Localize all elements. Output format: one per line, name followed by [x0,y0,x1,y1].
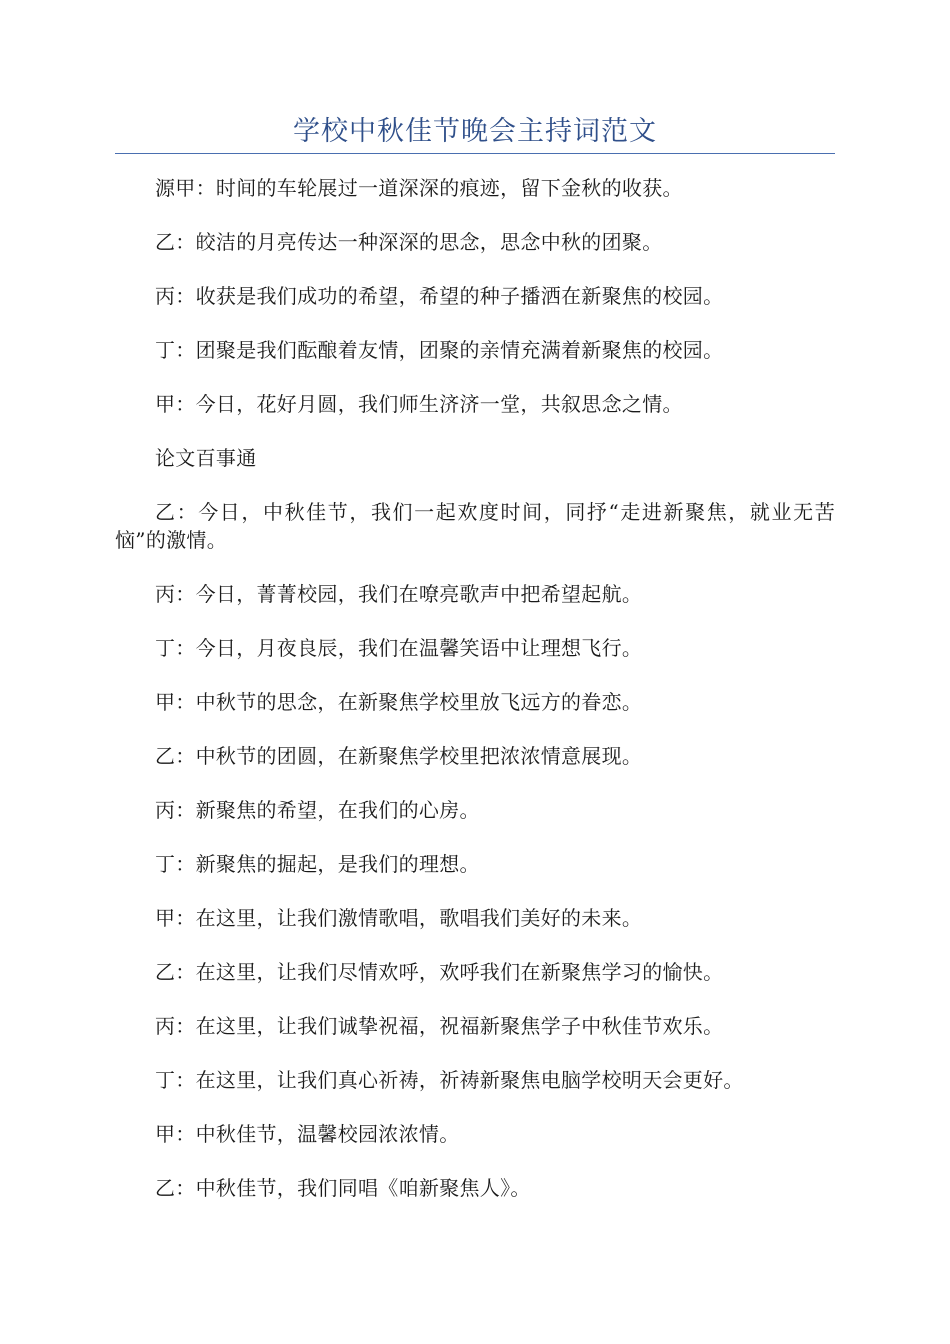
paragraph: 丁：在这里，让我们真心祈祷，祈祷新聚焦电脑学校明天会更好。 [155,1068,744,1092]
document-body [115,174,835,1228]
paragraph: 丁：团聚是我们酝酿着友情，团聚的亲情充满着新聚焦的校园。 [155,338,724,362]
paragraph: 甲：中秋佳节，温馨校园浓浓情。 [155,1122,460,1146]
paragraph: 甲：中秋节的思念，在新聚焦学校里放飞远方的眷恋。 [155,690,643,714]
paragraph: 乙：中秋节的团圆，在新聚焦学校里把浓浓情意展现。 [155,744,643,768]
paragraph: 论文百事通 [155,446,257,470]
paragraph: 乙：在这里，让我们尽情欢呼，欢呼我们在新聚焦学习的愉快。 [155,960,724,984]
document-title: 学校中秋佳节晚会主持词范文 [293,116,657,147]
paragraph: 丁：今日，月夜良辰，我们在温馨笑语中让理想飞行。 [155,636,643,660]
paragraph: 丁：新聚焦的掘起，是我们的理想。 [155,852,480,876]
paragraph: 乙：中秋佳节，我们同唱《咱新聚焦人》。 [155,1176,531,1200]
paragraph: 丙：新聚焦的希望，在我们的心房。 [155,798,480,822]
paragraph: 源甲：时间的车轮展过一道深深的痕迹，留下金秋的收获。 [155,176,683,200]
title-underline [115,153,835,154]
paragraph: 乙：皎洁的月亮传达一种深深的思念，思念中秋的团聚。 [155,230,663,254]
paragraph: 丙：今日，菁菁校园，我们在嘹亮歌声中把希望起航。 [155,582,643,606]
paragraph: 甲：今日，花好月圆，我们师生济济一堂，共叙思念之情。 [155,392,683,416]
paragraph: 丙：在这里，让我们诚挚祝福，祝福新聚焦学子中秋佳节欢乐。 [155,1014,724,1038]
paragraph: 甲：在这里，让我们激情歌唱，歌唱我们美好的未来。 [155,906,643,930]
paragraph: 丙：收获是我们成功的希望，希望的种子播洒在新聚焦的校园。 [155,284,724,308]
paragraph: 乙：今日，中秋佳节，我们一起欢度时间，同抒“走进新聚焦，就业无苦恼”的激情。 [115,500,835,552]
